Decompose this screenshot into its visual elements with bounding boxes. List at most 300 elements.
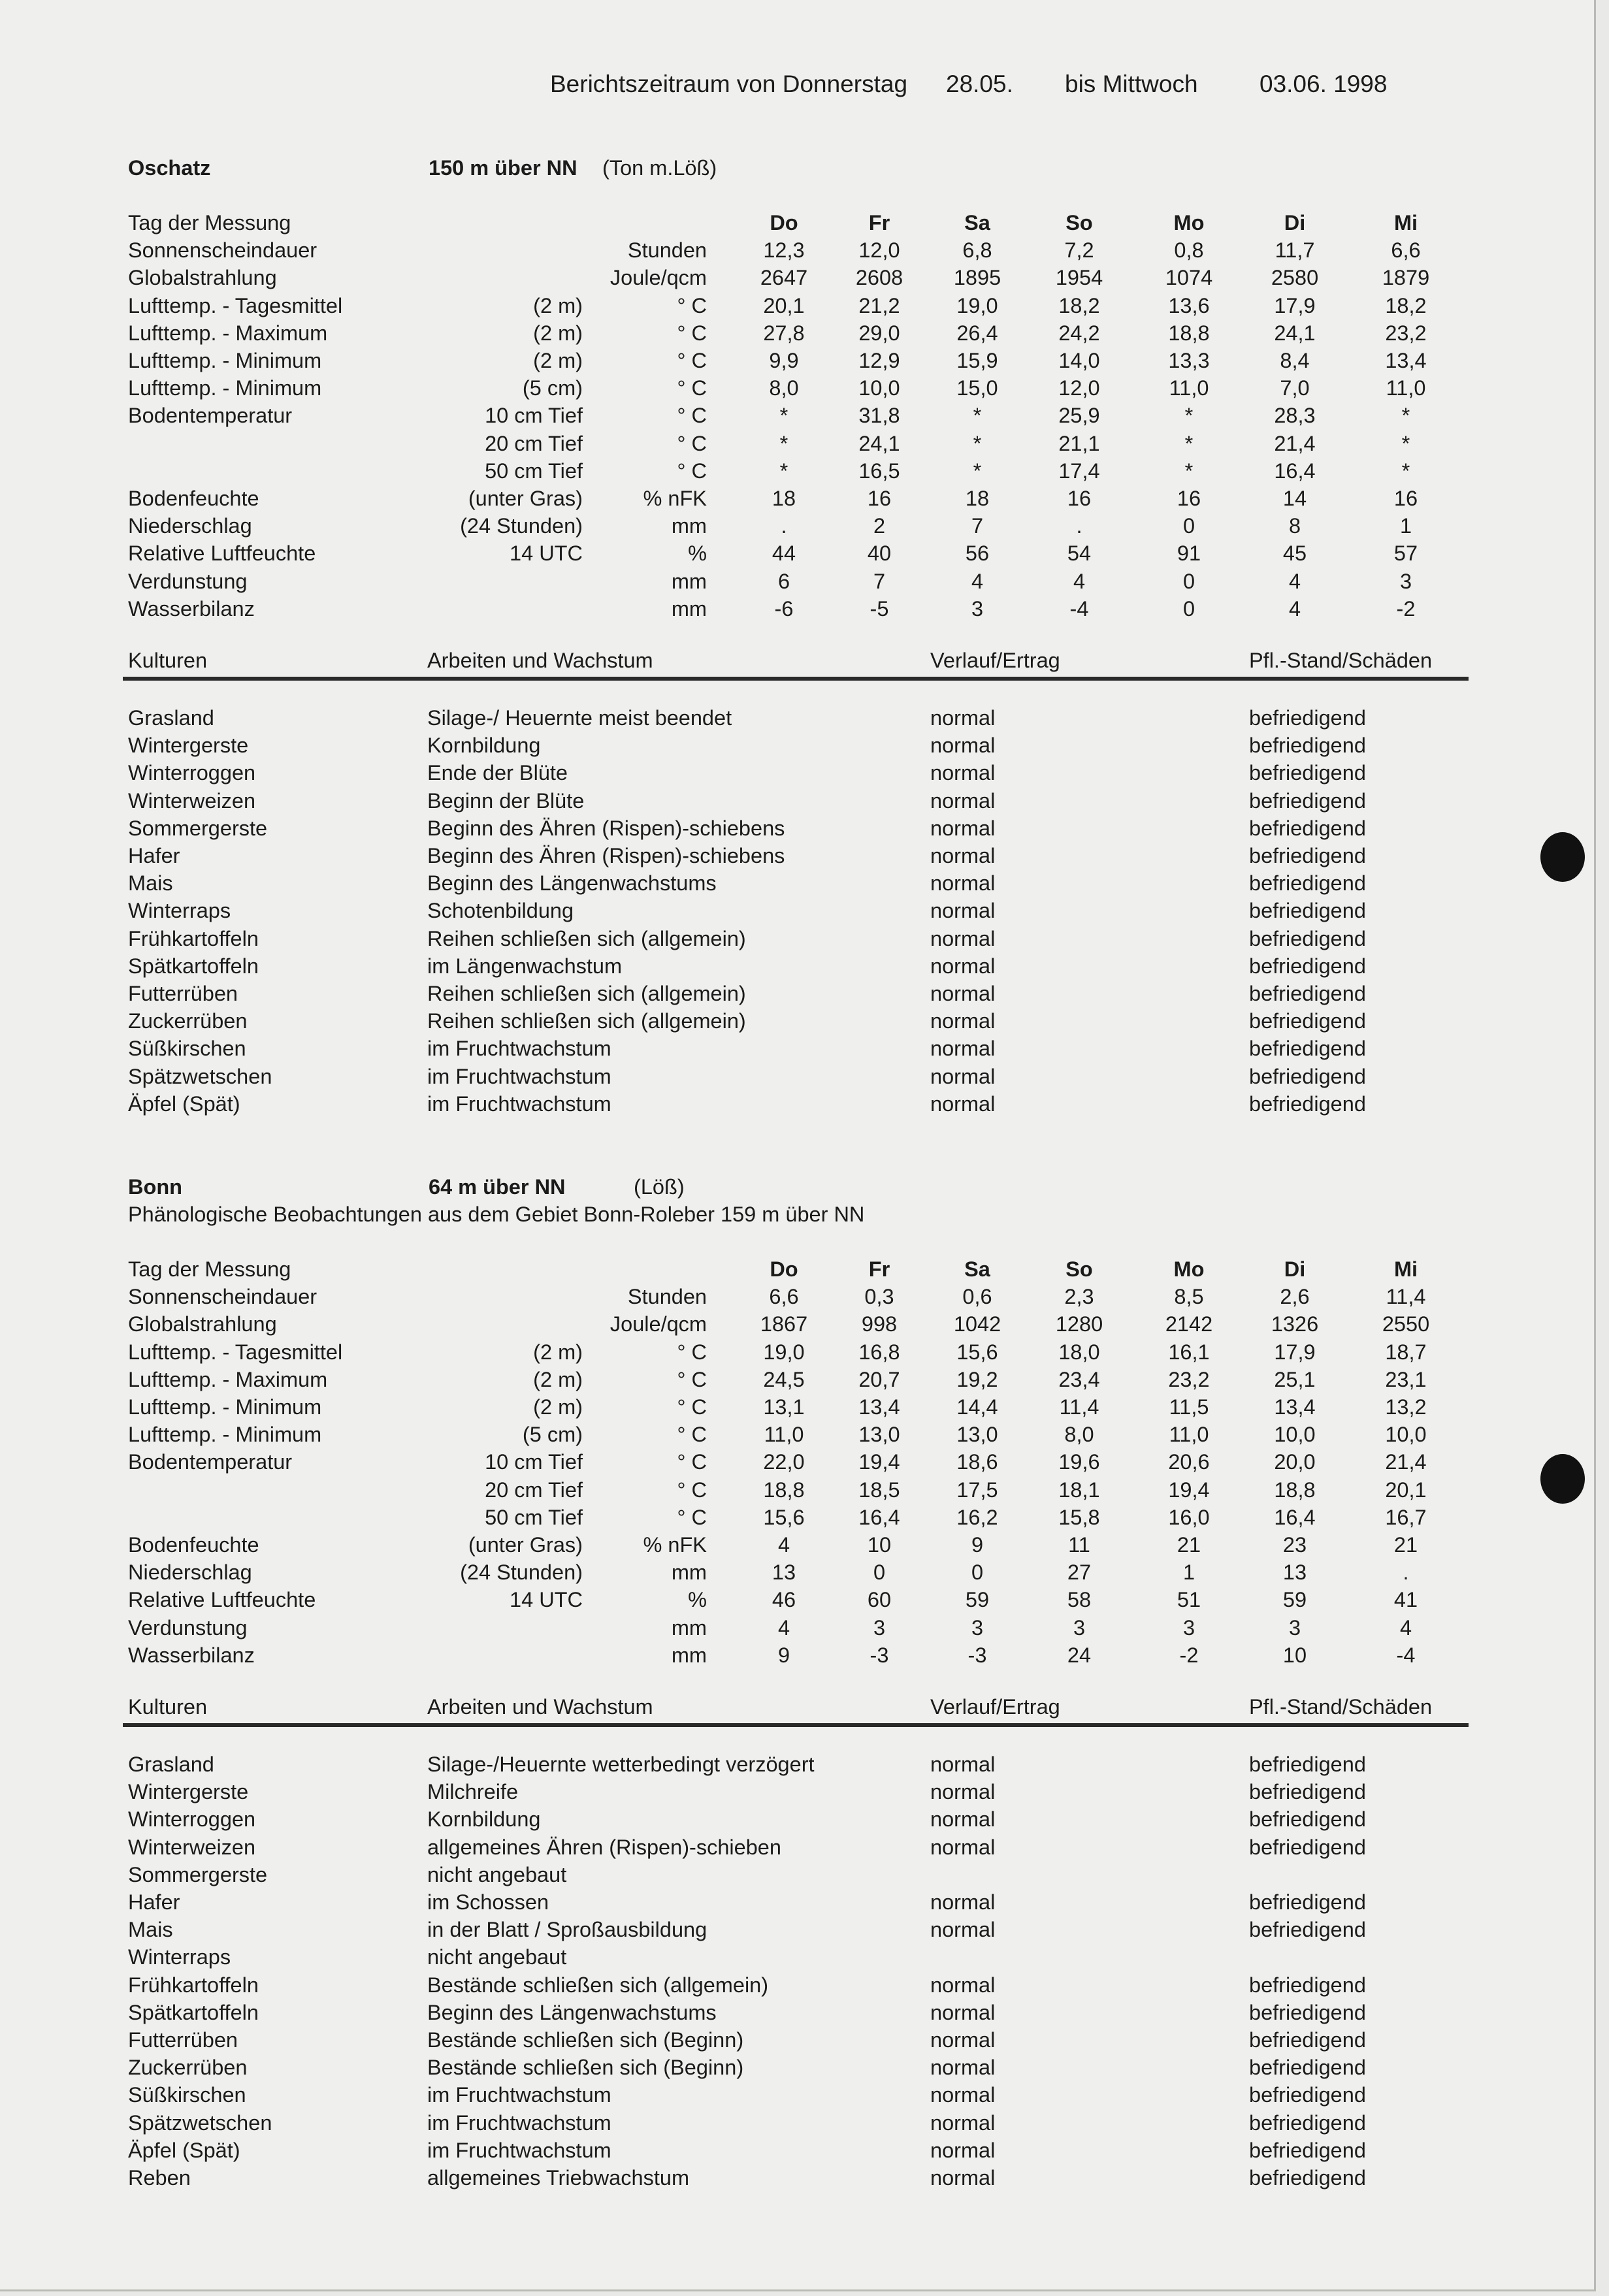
crop-condition: befriedigend (1249, 1037, 1366, 1061)
weather-value: 4 (1073, 569, 1086, 593)
weather-value: * (973, 431, 982, 455)
crop-growth-stage: Kornbildung (427, 1807, 541, 1832)
day-header: Mi (1393, 211, 1418, 234)
weather-value: 1 (1399, 514, 1412, 538)
section-divider (123, 1723, 1469, 1727)
weather-value: 6,6 (769, 1285, 799, 1309)
weather-value: 8,0 (1064, 1423, 1094, 1447)
crop-condition: befriedigend (1249, 2028, 1366, 2052)
weather-qualifier: (2 m) (533, 1395, 583, 1419)
weather-value: 4 (1288, 596, 1301, 621)
weather-value: * (1184, 431, 1194, 455)
weather-unit: ° C (677, 459, 707, 483)
weather-value: 24,5 (763, 1367, 805, 1391)
report-period-mid: bis Mittwoch (1065, 71, 1198, 97)
weather-unit: ° C (677, 1505, 707, 1529)
weather-value: -2 (1396, 596, 1416, 621)
weather-value: 11,4 (1059, 1395, 1099, 1419)
weather-value: 9,9 (769, 349, 799, 372)
weather-value: * (1184, 459, 1194, 483)
weather-value: 0 (971, 1560, 984, 1585)
weather-value: 26,4 (956, 321, 998, 345)
weather-value: 20,1 (1385, 1478, 1427, 1502)
weather-qualifier: (2 m) (533, 349, 583, 372)
weather-value: 19,2 (956, 1367, 998, 1391)
weather-value: 9 (971, 1533, 984, 1557)
crop-name: Mais (128, 1918, 173, 1942)
crop-condition: befriedigend (1249, 1973, 1366, 1997)
weather-value: 1042 (953, 1312, 1001, 1336)
weather-unit: % (688, 542, 707, 566)
weather-value: 1895 (953, 266, 1001, 290)
crop-growth-stage: im Fruchtwachstum (427, 1037, 611, 1061)
crop-trend: normal (930, 1973, 996, 1997)
weather-value: 18,1 (1058, 1478, 1100, 1502)
weather-unit: ° C (677, 293, 707, 317)
crop-growth-stage: Beginn der Blüte (427, 788, 585, 813)
weather-label: Niederschlag (128, 1560, 252, 1585)
weather-qualifier: (2 m) (533, 321, 583, 345)
crop-growth-stage: im Fruchtwachstum (427, 2083, 611, 2107)
weather-value: 0,3 (864, 1285, 894, 1309)
crop-column-header: Pfl.-Stand/Schäden (1249, 1695, 1433, 1719)
crop-condition: befriedigend (1249, 788, 1366, 813)
weather-value: -4 (1069, 596, 1089, 621)
crop-growth-stage: im Fruchtwachstum (427, 2138, 611, 2162)
weather-value: 7 (873, 569, 886, 593)
weather-value: 12,0 (1058, 376, 1100, 400)
crop-name: Zuckerrüben (128, 1009, 248, 1033)
weather-label: Relative Luftfeuchte (128, 1588, 316, 1612)
crop-trend: normal (930, 2166, 996, 2190)
crop-column-header: Verlauf/Ertrag (930, 1695, 1060, 1719)
weather-qualifier: (2 m) (533, 1367, 583, 1391)
weather-value: 0 (1182, 569, 1195, 593)
weather-value: 1879 (1382, 266, 1430, 290)
crop-column-header: Kulturen (128, 649, 208, 672)
crop-name: Äpfel (Spät) (128, 2138, 240, 2162)
station-name: Bonn (128, 1175, 183, 1199)
crop-trend: normal (930, 2083, 996, 2107)
weather-label: Wasserbilanz (128, 1643, 255, 1667)
crop-name: Grasland (128, 1753, 214, 1776)
weather-value: 16,4 (1274, 1505, 1316, 1529)
weather-unit: ° C (677, 431, 707, 455)
weather-value: 31,8 (858, 404, 900, 428)
weather-label: Verdunstung (128, 1615, 248, 1640)
crop-name: Spätkartoffeln (128, 2000, 259, 2024)
weather-value: 11,0 (764, 1423, 804, 1447)
weather-label: Sonnenscheindauer (128, 238, 317, 263)
weather-value: 20,1 (763, 293, 805, 317)
weather-value: 7,0 (1280, 376, 1310, 400)
weather-value: 0 (1182, 514, 1195, 538)
weather-value: * (1401, 404, 1410, 428)
crop-growth-stage: Beginn des Längenwachstums (427, 871, 717, 896)
weather-value: 16,8 (858, 1340, 900, 1364)
crop-condition: befriedigend (1249, 1064, 1366, 1088)
weather-qualifier: 20 cm Tief (485, 431, 583, 455)
weather-value: 0 (873, 1560, 886, 1585)
crop-name: Frühkartoffeln (128, 926, 259, 950)
day-header: Di (1284, 211, 1306, 234)
weather-value: * (779, 459, 788, 483)
weather-label: Bodenfeuchte (128, 487, 259, 510)
weather-value: 22,0 (763, 1450, 805, 1474)
day-header: Fr (868, 1257, 890, 1281)
weather-value: 25,9 (1058, 404, 1100, 428)
crop-growth-stage: im Schossen (427, 1890, 549, 1914)
weather-value: 2608 (855, 266, 903, 290)
weather-value: 28,3 (1274, 404, 1316, 428)
weather-value: 13,3 (1168, 349, 1210, 372)
crop-trend: normal (930, 982, 996, 1005)
weather-value: 8 (1288, 514, 1301, 538)
weather-value: 6,6 (1391, 238, 1421, 263)
weather-value: 10,0 (858, 376, 900, 400)
weather-label: Relative Luftfeuchte (128, 542, 316, 566)
weather-qualifier: 20 cm Tief (485, 1478, 583, 1502)
weather-value: . (781, 514, 787, 538)
weather-unit: mm (671, 1560, 707, 1585)
weather-value: 1326 (1271, 1312, 1319, 1336)
day-header: Mo (1173, 211, 1205, 234)
weather-value: 19,6 (1058, 1450, 1100, 1474)
weather-value: 12,3 (763, 238, 805, 263)
weather-value: 11,0 (1169, 1423, 1209, 1447)
crop-condition: befriedigend (1249, 2110, 1366, 2135)
crop-growth-stage: allgemeines Ähren (Rispen)-schieben (427, 1835, 781, 1859)
weather-value: 17,9 (1274, 1340, 1316, 1364)
weather-unit: mm (671, 514, 707, 538)
day-header: Sa (964, 1257, 990, 1281)
weather-value: 27,8 (763, 321, 805, 345)
weather-value: 11,4 (1386, 1285, 1426, 1309)
weather-value: 16,2 (956, 1505, 998, 1529)
crop-trend: normal (930, 1753, 996, 1776)
weather-value: 24 (1067, 1643, 1092, 1667)
weather-value: 60 (867, 1588, 892, 1612)
weather-value: 2550 (1382, 1312, 1430, 1336)
weather-value: 2,3 (1064, 1285, 1094, 1309)
crop-condition: befriedigend (1249, 954, 1366, 978)
weather-label: Lufttemp. - Minimum (128, 349, 322, 372)
weather-value: 23,1 (1385, 1367, 1427, 1391)
weather-value: 10,0 (1385, 1423, 1427, 1447)
crop-condition: befriedigend (1249, 1753, 1366, 1776)
weather-unit: ° C (677, 1423, 707, 1447)
weather-value: 3 (1182, 1615, 1195, 1640)
weather-value: * (1184, 404, 1194, 428)
crop-growth-stage: allgemeines Triebwachstum (427, 2166, 690, 2190)
weather-unit: ° C (677, 404, 707, 428)
weather-qualifier: (2 m) (533, 1340, 583, 1364)
weather-unit: Joule/qcm (609, 1312, 707, 1336)
weather-label: Globalstrahlung (128, 1312, 277, 1336)
weather-value: 18 (772, 487, 796, 510)
crop-name: Äpfel (Spät) (128, 1091, 240, 1116)
crop-trend: normal (930, 2000, 996, 2024)
weather-value: 16 (1067, 487, 1092, 510)
weather-unit: % (688, 1588, 707, 1612)
weather-unit: ° C (677, 1395, 707, 1419)
weather-value: 23 (1282, 1533, 1307, 1557)
weather-value: 21,2 (858, 293, 900, 317)
weather-unit: % nFK (643, 1533, 707, 1557)
weather-value: 23,2 (1385, 321, 1427, 345)
crop-condition: befriedigend (1249, 982, 1366, 1005)
weather-unit: ° C (677, 321, 707, 345)
crop-condition: befriedigend (1249, 2138, 1366, 2162)
weather-qualifier: (5 cm) (522, 376, 583, 400)
weather-label: Bodentemperatur (128, 1450, 293, 1474)
weather-value: 0,6 (962, 1285, 992, 1309)
crop-trend: normal (930, 2028, 996, 2052)
weather-value: 18,6 (956, 1450, 998, 1474)
crop-growth-stage: Milchreife (427, 1780, 519, 1804)
station-soil: (Löß) (634, 1175, 685, 1199)
weather-value: 18,8 (763, 1478, 805, 1502)
day-header: Fr (868, 211, 890, 234)
crop-column-header: Arbeiten und Wachstum (427, 649, 653, 672)
crop-name: Hafer (128, 844, 180, 867)
weather-unit: ° C (677, 1478, 707, 1502)
crop-trend: normal (930, 1091, 996, 1116)
weather-value: 18,0 (1058, 1340, 1100, 1364)
crop-condition: befriedigend (1249, 871, 1366, 896)
weather-value: 9 (777, 1643, 790, 1667)
weather-value: 18 (965, 487, 990, 510)
crop-name: Mais (128, 871, 173, 896)
crop-name: Winterroggen (128, 761, 256, 785)
weather-unit: % nFK (643, 487, 707, 510)
crop-name: Futterrüben (128, 982, 238, 1005)
weather-value: 2647 (760, 266, 808, 290)
weather-value: -3 (870, 1643, 889, 1667)
crop-trend: normal (930, 1064, 996, 1088)
weather-value: 23,4 (1058, 1367, 1100, 1391)
weather-value: 18,2 (1385, 293, 1427, 317)
day-header: So (1065, 211, 1093, 234)
weather-label: Lufttemp. - Minimum (128, 376, 322, 400)
weather-value: 17,4 (1058, 459, 1100, 483)
weather-value: * (973, 459, 982, 483)
crop-name: Grasland (128, 706, 214, 730)
weather-unit: Joule/qcm (609, 266, 707, 290)
weather-qualifier: (24 Stunden) (460, 1560, 583, 1585)
station-soil: (Ton m.Löß) (602, 156, 717, 180)
weather-value: 2,6 (1280, 1285, 1310, 1309)
crop-trend: normal (930, 954, 996, 978)
crop-name: Futterrüben (128, 2028, 238, 2052)
weather-label: Sonnenscheindauer (128, 1285, 317, 1309)
weather-value: 3 (873, 1615, 886, 1640)
weather-value: 10 (867, 1533, 892, 1557)
weather-value: 3 (971, 596, 984, 621)
weather-unit: ° C (677, 1450, 707, 1474)
weather-qualifier: 50 cm Tief (485, 459, 583, 483)
report-period-from: 28.05. (946, 71, 1013, 97)
weather-value: 6,8 (962, 238, 992, 263)
crop-name: Winterraps (128, 899, 231, 923)
weather-value: 1074 (1165, 266, 1213, 290)
crop-trend: normal (930, 871, 996, 896)
weather-value: 4 (1399, 1615, 1412, 1640)
crop-trend: normal (930, 1780, 996, 1804)
weather-value: 11,5 (1169, 1395, 1209, 1419)
weather-unit: ° C (677, 349, 707, 372)
weather-value: 17,9 (1274, 293, 1316, 317)
crop-growth-stage: Reihen schließen sich (allgemein) (427, 1009, 746, 1033)
weather-value: 3 (1288, 1615, 1301, 1640)
crop-trend: normal (930, 926, 996, 950)
weather-value: 15,6 (956, 1340, 998, 1364)
crop-condition: befriedigend (1249, 816, 1366, 840)
crop-condition: befriedigend (1249, 926, 1366, 950)
weather-value: 27 (1067, 1560, 1092, 1585)
crop-condition: befriedigend (1249, 899, 1366, 923)
crop-name: Spätkartoffeln (128, 954, 259, 978)
weather-value: 8,5 (1174, 1285, 1204, 1309)
weather-value: 18,2 (1058, 293, 1100, 317)
weather-value: 58 (1067, 1588, 1092, 1612)
weather-qualifier: (unter Gras) (468, 487, 583, 510)
weather-label: Lufttemp. - Minimum (128, 1423, 322, 1447)
weather-value: -4 (1396, 1643, 1416, 1667)
day-header: Do (770, 211, 798, 234)
weather-value: 23,2 (1168, 1367, 1210, 1391)
crop-trend: normal (930, 706, 996, 730)
crop-growth-stage: nicht angebaut (427, 1862, 567, 1886)
weather-unit: Stunden (627, 238, 707, 263)
weather-value: 24,2 (1058, 321, 1100, 345)
crop-condition: befriedigend (1249, 706, 1366, 730)
crop-name: Frühkartoffeln (128, 1973, 259, 1997)
crop-name: Winterweizen (128, 788, 256, 813)
weather-value: 16,0 (1168, 1505, 1210, 1529)
weather-label: Lufttemp. - Maximum (128, 1367, 328, 1391)
weather-value: 3 (1399, 569, 1412, 593)
crop-name: Sommergerste (128, 816, 268, 840)
weather-value: 0,8 (1174, 238, 1204, 263)
weather-qualifier: (5 cm) (522, 1423, 583, 1447)
weather-value: 40 (867, 542, 892, 566)
crop-trend: normal (930, 2110, 996, 2135)
weather-value: . (1403, 1560, 1409, 1585)
weather-label: Lufttemp. - Tagesmittel (128, 293, 343, 317)
weather-value: . (1076, 514, 1082, 538)
weather-value: 16,5 (858, 459, 900, 483)
weather-label: Lufttemp. - Tagesmittel (128, 1340, 343, 1364)
crop-growth-stage: im Längenwachstum (427, 954, 623, 978)
day-header: Mi (1393, 1257, 1418, 1281)
weather-value: 19,4 (1168, 1478, 1210, 1502)
crop-name: Spätzwetschen (128, 2110, 272, 2135)
weather-value: 16,7 (1385, 1505, 1427, 1529)
weather-qualifier: 10 cm Tief (485, 404, 583, 428)
crop-trend: normal (930, 761, 996, 785)
weather-value: 19,0 (956, 293, 998, 317)
crop-growth-stage: im Fruchtwachstum (427, 1091, 611, 1116)
weather-value: 7,2 (1064, 238, 1094, 263)
weather-value: 29,0 (858, 321, 900, 345)
crop-condition: befriedigend (1249, 734, 1366, 758)
weather-value: 3 (1073, 1615, 1086, 1640)
weather-value: 13,1 (763, 1395, 805, 1419)
crop-growth-stage: Bestände schließen sich (allgemein) (427, 1973, 769, 1997)
weather-value: 18,8 (1168, 321, 1210, 345)
crop-name: Wintergerste (128, 734, 249, 758)
crop-trend: normal (930, 899, 996, 923)
crop-name: Süßkirschen (128, 2083, 246, 2107)
weather-value: 4 (971, 569, 984, 593)
weather-value: 59 (965, 1588, 990, 1612)
crop-column-header: Verlauf/Ertrag (930, 649, 1060, 672)
crop-trend: normal (930, 1807, 996, 1832)
weather-value: 16,4 (1274, 459, 1316, 483)
weather-label: Lufttemp. - Maximum (128, 321, 328, 345)
crop-trend: normal (930, 788, 996, 813)
day-header-label: Tag der Messung (128, 211, 291, 234)
weather-value: 54 (1067, 542, 1092, 566)
weather-value: 46 (772, 1588, 796, 1612)
crop-trend: normal (930, 734, 996, 758)
weather-value: 2142 (1165, 1312, 1213, 1336)
crop-name: Hafer (128, 1890, 180, 1914)
weather-value: 18,7 (1385, 1340, 1427, 1364)
weather-unit: Stunden (627, 1285, 707, 1309)
crop-growth-stage: Silage-/ Heuernte meist beendet (427, 706, 732, 730)
weather-value: 4 (777, 1533, 790, 1557)
crop-condition: befriedigend (1249, 1009, 1366, 1033)
station-elevation: 150 m über NN (429, 156, 577, 180)
weather-value: 8,4 (1280, 349, 1310, 372)
crop-column-header: Pfl.-Stand/Schäden (1249, 649, 1433, 672)
crop-condition: befriedigend (1249, 2000, 1366, 2024)
crop-condition: befriedigend (1249, 1890, 1366, 1914)
crop-name: Spätzwetschen (128, 1064, 272, 1088)
weather-value: 8,0 (769, 376, 799, 400)
weather-value: 21 (1393, 1533, 1418, 1557)
weather-value: 17,5 (956, 1478, 998, 1502)
crop-growth-stage: Beginn des Längenwachstums (427, 2000, 717, 2024)
weather-value: 16,4 (858, 1505, 900, 1529)
station-subtitle: Phänologische Beobachtungen aus dem Gebiet Bonn-Roleber 159 m über NN (128, 1203, 865, 1226)
crop-growth-stage: im Fruchtwachstum (427, 2110, 611, 2135)
crop-name: Winterroggen (128, 1807, 256, 1832)
weather-value: 45 (1282, 542, 1307, 566)
day-header: Mo (1173, 1257, 1205, 1281)
weather-value: 20,6 (1168, 1450, 1210, 1474)
crop-growth-stage: Beginn des Ähren (Rispen)-schiebens (427, 816, 785, 840)
weather-value: 11 (1068, 1533, 1090, 1557)
weather-value: 10 (1282, 1643, 1307, 1667)
weather-value: 16 (1177, 487, 1201, 510)
weather-value: 56 (965, 542, 990, 566)
weather-value: 15,8 (1058, 1505, 1100, 1529)
weather-value: 16 (1393, 487, 1418, 510)
weather-value: 15,6 (763, 1505, 805, 1529)
weather-value: 11,7 (1275, 238, 1315, 263)
weather-value: 998 (861, 1312, 898, 1336)
report-period-to: 03.06. 1998 (1260, 71, 1388, 97)
crop-condition: befriedigend (1249, 2056, 1366, 2080)
weather-value: 24,1 (1274, 321, 1316, 345)
crop-growth-stage: Bestände schließen sich (Beginn) (427, 2056, 744, 2080)
weather-value: 2 (873, 514, 886, 538)
weather-value: 1 (1182, 1560, 1195, 1585)
crop-trend: normal (930, 1009, 996, 1033)
